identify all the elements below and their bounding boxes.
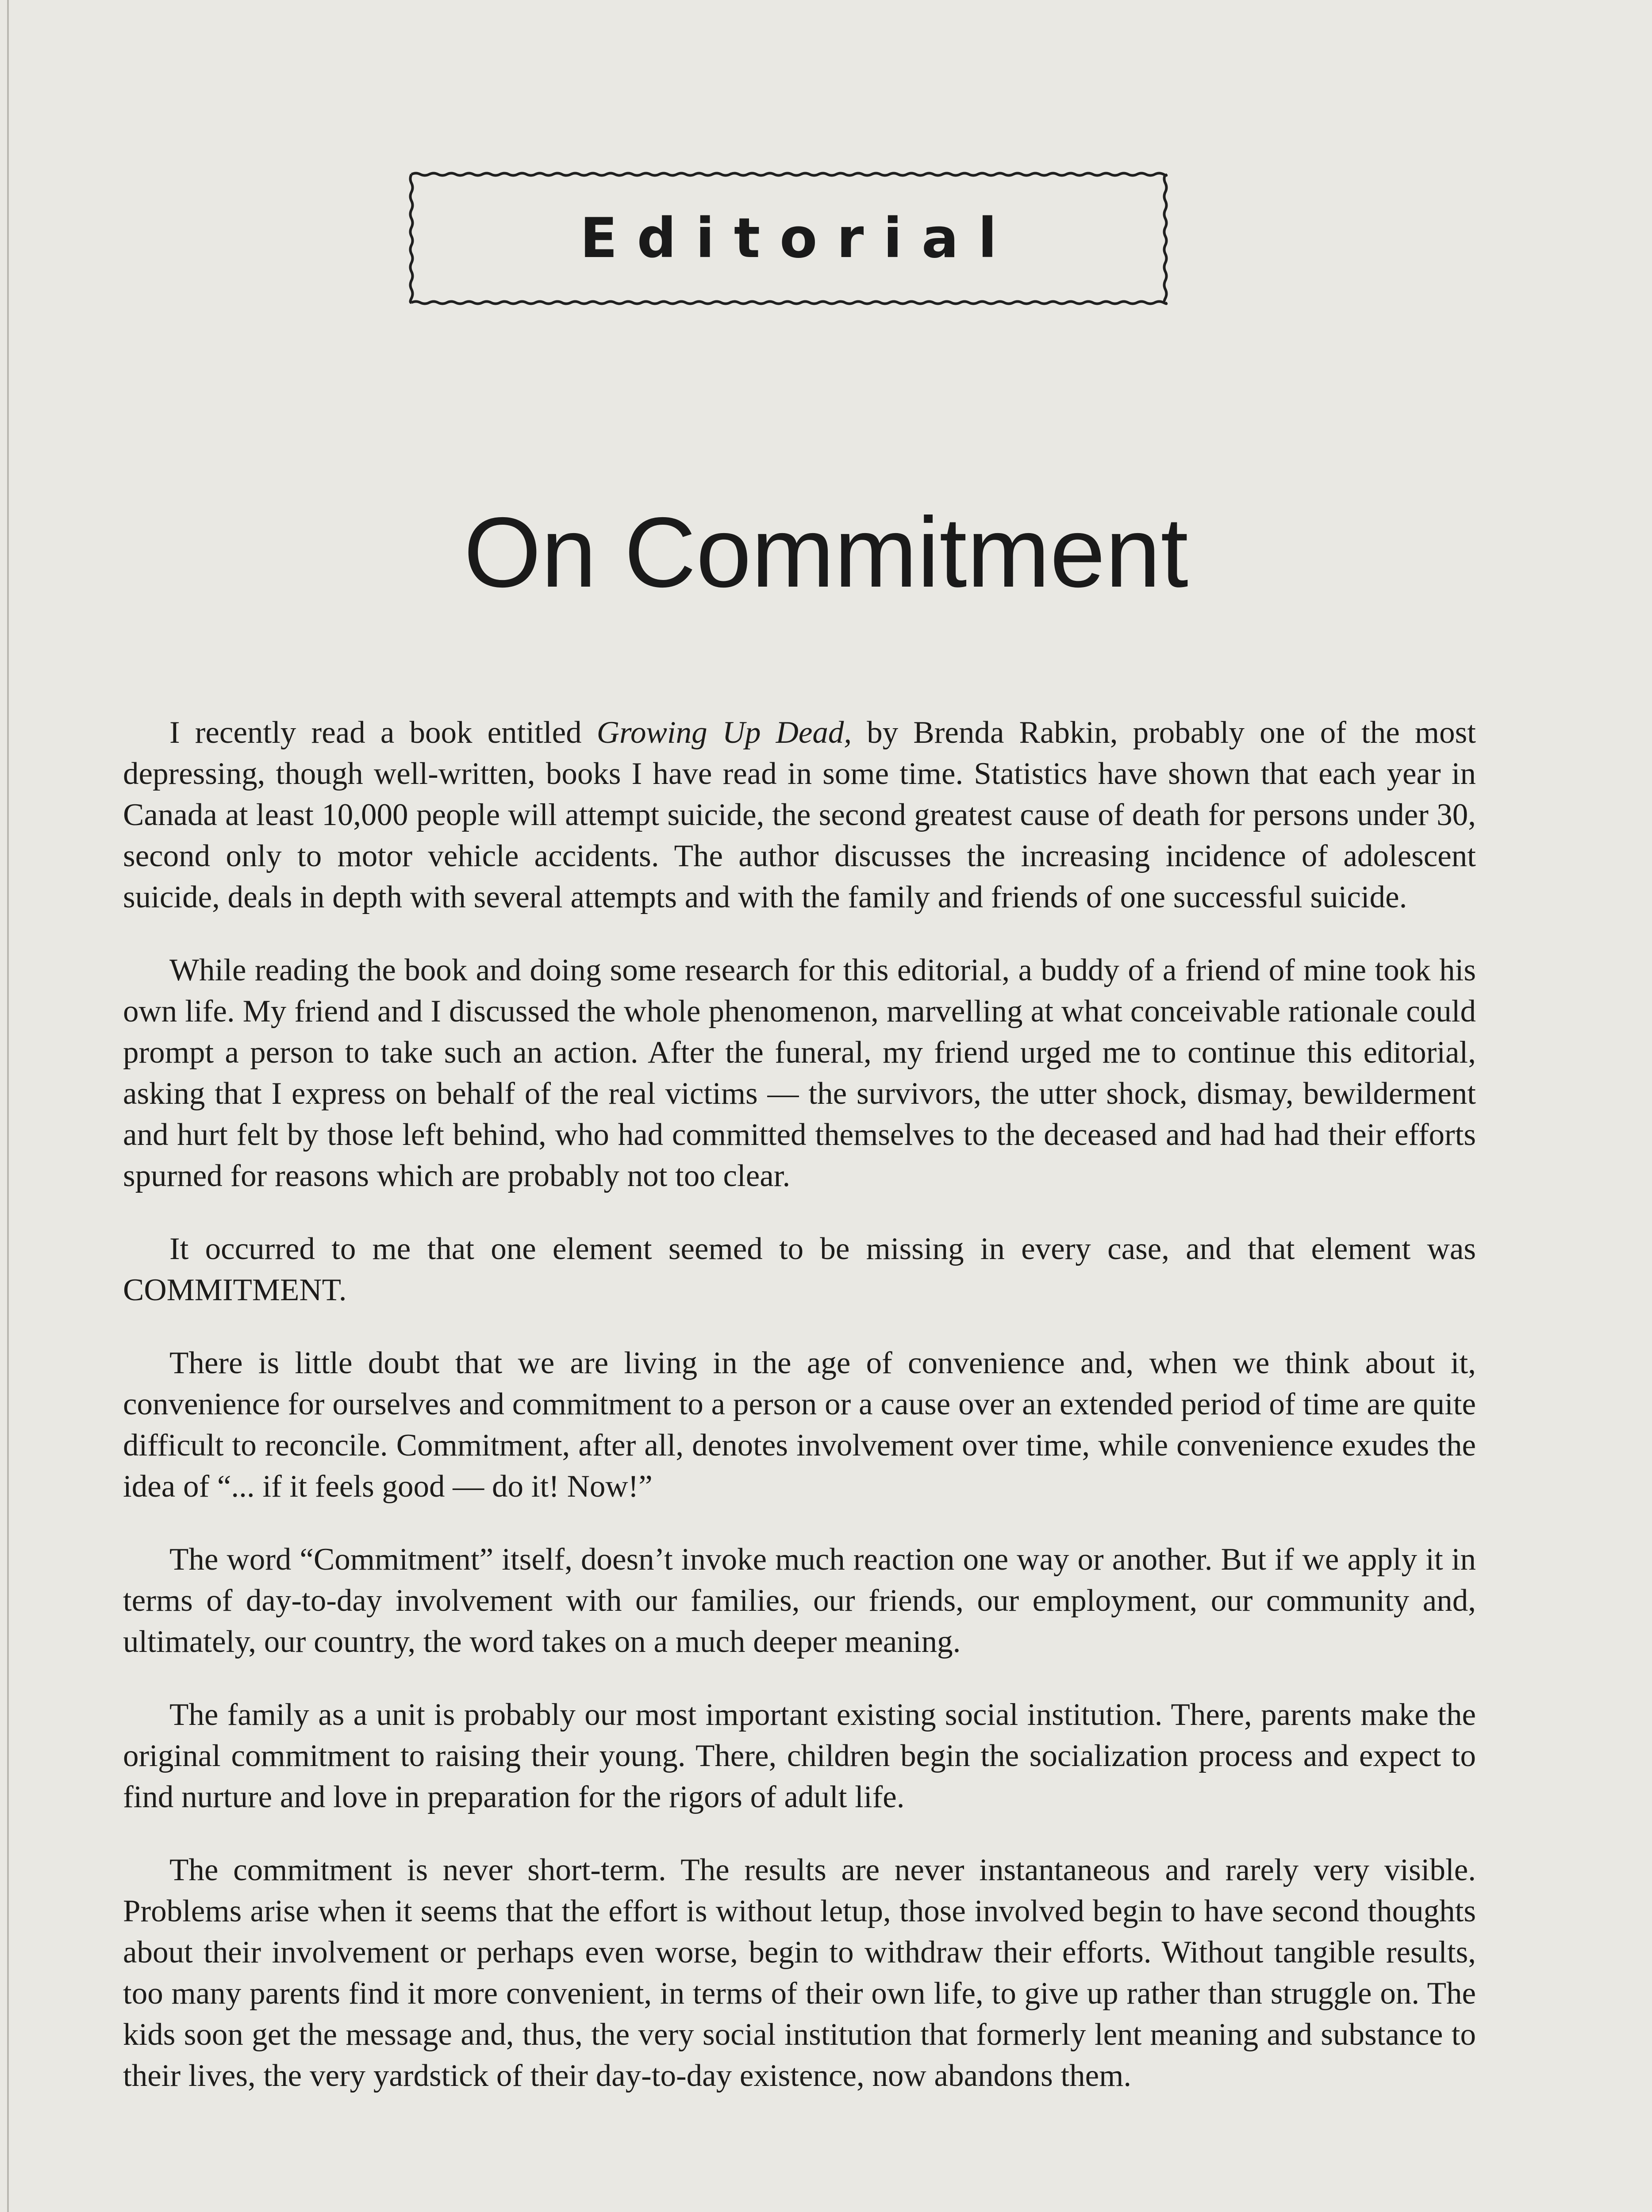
paragraph-6: The family as a unit is probably our most important existing social institution. There, parents make the original commitment to raising their young. There, children begin the socialization process and expect to find nurture and love in preparation for the rigors of adult life. — [123, 1697, 1476, 1814]
paragraph-2: While reading the book and doing some research for this editorial, a buddy of a friend of mine took his own life. My friend and I discussed the whole phenomenon, marvelling at what conceivable rationale could prompt a person to take such an action. After the funeral, my friend urged me to continue this editorial, asking that I express on behalf of the real victims — the survivors, the utter shock, dismay, bewilderment and hurt felt by those left behind, who had committed themselves to the deceased and had had their efforts spurned for reasons which are probably not too clear. — [123, 953, 1476, 1193]
paragraph-4: There is little doubt that we are living in the age of convenience and, when we think about it, convenience for ourselves and commitment to a person or a cause over an extended period of time are quite difficult to reconcile. Commitment, after all, denotes involvement over time, while convenience exudes the idea of “... if it feels good — do it! Now!” — [123, 1346, 1476, 1504]
editorial-header-label: Editorial — [580, 207, 1017, 270]
paragraph-1-text-start: I recently read a book entitled — [169, 715, 597, 750]
page-edge-line — [7, 0, 9, 2212]
article-body — [123, 712, 1476, 2128]
paragraph-5: The word “Commitment” itself, doesn’t invoke much reaction one way or another. But if we apply it in terms of day-to-day involvement with our families, our friends, our employment, our community and, ultimately, our country, the word takes on a much deeper meaning. — [123, 1542, 1476, 1659]
book-title: Growing Up Dead, — [596, 715, 852, 750]
article-title: On Commitment — [464, 496, 1188, 608]
paragraph-3: It occurred to me that one element seemed to be missing in every case, and that element was COMMITMENT. — [123, 1232, 1476, 1307]
paragraph-1-text-end: by Brenda Rabkin, probably one of the most depressing, though well-written, books I have read in some time. Statistics have shown that each year in Canada at least 10,000 people will attempt suicide, the second greatest cause of death for persons under 30, second only to motor vehicle accidents. The author discusses the increasing incidence of adolescent suicide, deals in depth with several attempts and with the family and friends of one successful suicide. — [123, 715, 1476, 914]
editorial-header-box — [408, 171, 1169, 306]
paragraph-7: The commitment is never short-term. The results are never instantaneous and rarely very visible. Problems arise when it seems that the effort is without letup, those involved begin to have second thoughts about their involvement or perhaps even worse, begin to withdraw their efforts. Without tangible results, too many parents find it more convenient, in terms of their own life, to give up rather than struggle on. The kids soon get the message and, thus, the very social institution that formerly lent meaning and substance to their lives, the very yardstick of their day-to-day existence, now abandons them. — [123, 1853, 1476, 2093]
paragraph-1 — [123, 712, 1476, 918]
